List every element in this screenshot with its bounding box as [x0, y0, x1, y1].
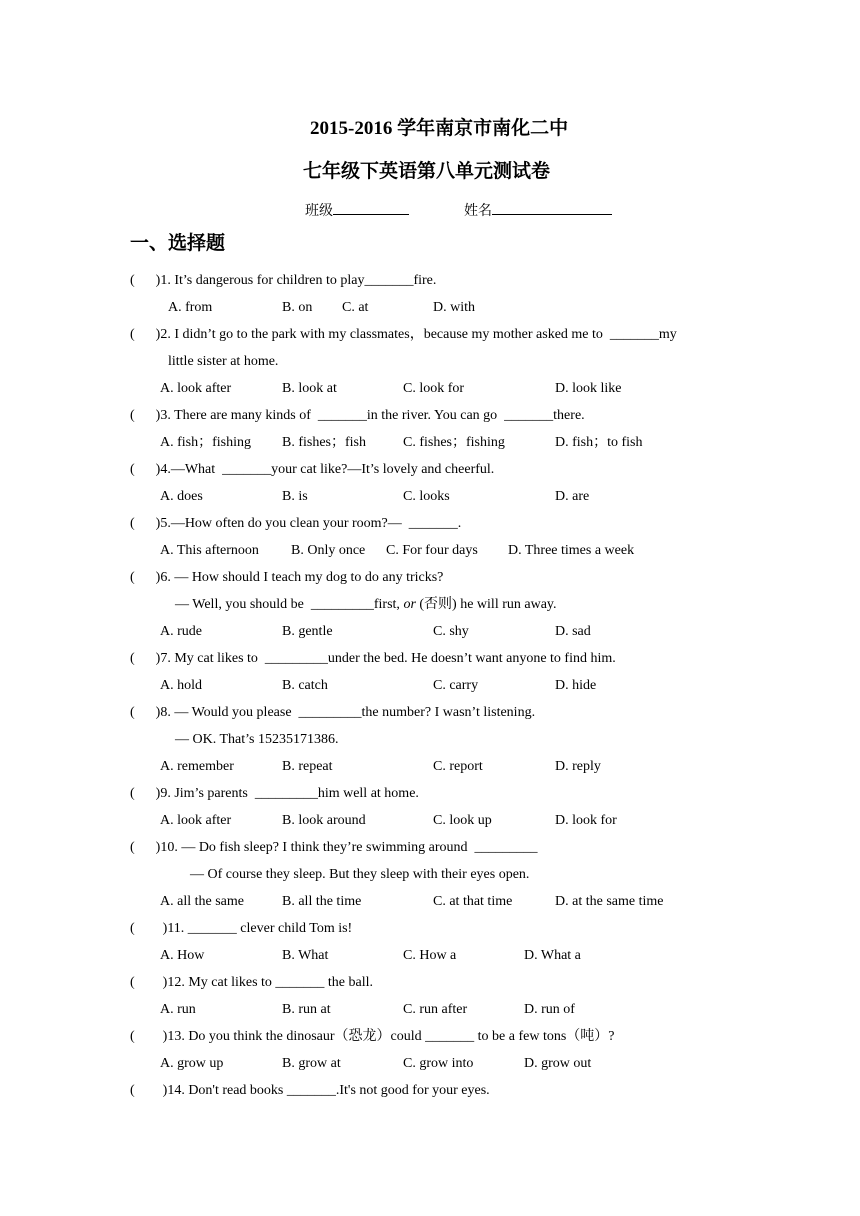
q1-option-c: C. at — [342, 300, 369, 315]
question-9-stem: ( )9. Jim’s parents _________him well at home. — [130, 786, 419, 801]
q6-option-a: A. rude — [160, 624, 202, 639]
q11-option-b: B. What — [282, 948, 329, 963]
q11-option-c: C. How a — [403, 948, 457, 963]
q12-option-d: D. run of — [524, 1002, 575, 1017]
q4-option-c: C. looks — [403, 489, 450, 504]
q2-option-a: A. look after — [160, 381, 232, 396]
q7-option-a: A. hold — [160, 678, 202, 693]
q1-option-b: B. on — [282, 300, 313, 315]
question-3-stem: ( )3. There are many kinds of _______in the river. You can go _______there. — [130, 408, 585, 423]
q1-option-d: D. with — [433, 300, 475, 315]
q6-option-d: D. sad — [555, 624, 591, 639]
q7-option-b: B. catch — [282, 678, 328, 693]
q7-option-c: C. carry — [433, 678, 479, 693]
question-6-stem: ( )6. — How should I teach my dog to do any tricks? — [130, 570, 444, 585]
q3-option-c: C. fishes；fishing — [403, 435, 505, 450]
q2-option-c: C. look for — [403, 381, 465, 396]
q13-option-d: D. grow out — [524, 1056, 592, 1071]
question-10-stem-continued: — Of course they sleep. But they sleep with their eyes open. — [190, 867, 530, 882]
q3-option-b: B. fishes；fish — [282, 435, 366, 450]
q6-line2-text-end: (否则) he will run away. — [415, 597, 557, 612]
q8-option-a: A. remember — [160, 759, 234, 774]
q5-option-a: A. This afternoon — [160, 543, 259, 558]
class-field — [305, 199, 409, 221]
question-11-stem: ( )11. _______ clever child Tom is! — [130, 921, 353, 936]
q10-option-b: B. all the time — [282, 894, 362, 909]
q5-option-d: D. Three times a week — [508, 543, 635, 558]
q4-option-a: A. does — [160, 489, 203, 504]
q8-option-b: B. repeat — [282, 759, 333, 774]
q13-option-a: A. grow up — [160, 1056, 224, 1071]
q3-option-d: D. fish；to fish — [555, 435, 643, 450]
q4-option-b: B. is — [282, 489, 308, 504]
q2-option-b: B. look at — [282, 381, 337, 396]
q5-option-b: B. Only once — [291, 543, 366, 558]
q2-option-d: D. look like — [555, 381, 622, 396]
question-2-stem-continued: little sister at home. — [168, 354, 279, 369]
q6-line2-text: — Well, you should be _________first, — [175, 597, 404, 612]
q9-option-d: D. look for — [555, 813, 617, 828]
name-label: 姓名 — [464, 204, 492, 219]
q6-option-b: B. gentle — [282, 624, 333, 639]
q12-option-a: A. run — [160, 1002, 196, 1017]
q12-option-c: C. run after — [403, 1002, 468, 1017]
q7-option-d: D. hide — [555, 678, 597, 693]
q10-option-d: D. at the same time — [555, 894, 664, 909]
name-field — [464, 199, 612, 221]
name-blank — [492, 199, 612, 215]
q12-option-b: B. run at — [282, 1002, 331, 1017]
class-label: 班级 — [305, 204, 333, 219]
question-5-stem: ( )5.—How often do you clean your room?— _______. — [130, 516, 462, 531]
question-6-stem-continued — [175, 596, 557, 614]
q6-line2-italic: or — [403, 597, 416, 612]
q1-option-a: A. from — [168, 300, 213, 315]
question-1-stem: ( )1. It’s dangerous for children to play_______fire. — [130, 273, 437, 288]
q10-option-a: A. all the same — [160, 894, 244, 909]
q10-option-c: C. at that time — [433, 894, 513, 909]
question-10-stem: ( )10. — Do fish sleep? I think they’re swimming around _________ — [130, 840, 538, 855]
q11-option-d: D. What a — [524, 948, 581, 963]
q8-option-c: C. report — [433, 759, 483, 774]
question-8-stem: ( )8. — Would you please _________the number? I wasn’t listening. — [130, 705, 536, 720]
question-2-stem: ( )2. I didn’t go to the park with my classmates，because my mother asked me to _______my — [130, 327, 677, 342]
q4-option-d: D. are — [555, 489, 590, 504]
question-7-stem: ( )7. My cat likes to _________under the bed. He doesn’t want anyone to find him. — [130, 651, 616, 666]
exam-title-line2: 七年级下英语第八单元测试卷 — [303, 161, 551, 182]
question-14-stem: ( )14. Don't read books _______.It's not good for your eyes. — [130, 1083, 490, 1098]
question-8-stem-continued: — OK. That’s 15235171386. — [175, 732, 339, 747]
q3-option-a: A. fish；fishing — [160, 435, 251, 450]
q13-option-b: B. grow at — [282, 1056, 341, 1071]
q13-option-c: C. grow into — [403, 1056, 474, 1071]
class-blank — [333, 199, 409, 215]
question-12-stem: ( )12. My cat likes to _______ the ball. — [130, 975, 374, 990]
section-title: 一、选择题 — [130, 233, 226, 254]
q9-option-b: B. look around — [282, 813, 366, 828]
q9-option-a: A. look after — [160, 813, 232, 828]
q9-option-c: C. look up — [433, 813, 492, 828]
exam-title-line1: 2015-2016 学年南京市南化二中 — [310, 118, 569, 139]
q6-option-c: C. shy — [433, 624, 469, 639]
q8-option-d: D. reply — [555, 759, 601, 774]
q11-option-a: A. How — [160, 948, 205, 963]
question-4-stem: ( )4.—What _______your cat like?—It’s lovely and cheerful. — [130, 462, 495, 477]
q5-option-c: C. For four days — [386, 543, 478, 558]
question-13-stem: ( )13. Do you think the dinosaur（恐龙）could _______ to be a few tons（吨）? — [130, 1029, 615, 1044]
